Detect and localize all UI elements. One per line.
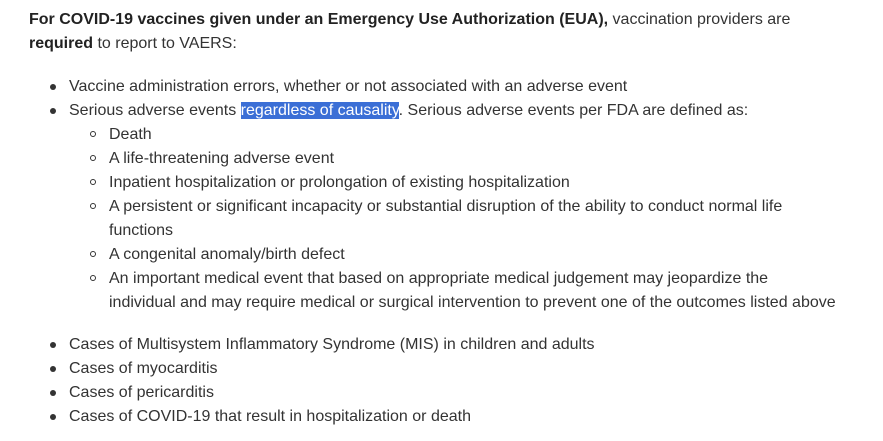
intro-bold-required: required	[29, 35, 94, 52]
intro-bold-lead: For COVID-19 vaccines given under an Emergency Use Authorization (EUA),	[29, 11, 609, 28]
sublist-item-text: Death	[109, 126, 152, 143]
sublist-item-hospitalization	[69, 171, 839, 195]
list-item-text: Cases of myocarditis	[69, 360, 218, 377]
list-item-text: Cases of COVID-19 that result in hospitalization or death	[69, 408, 471, 425]
circle-bullet-icon	[90, 179, 96, 185]
selected-text-highlight[interactable]: regardless of causality	[240, 102, 399, 119]
bullet-icon	[50, 366, 56, 372]
sublist-item-text: An important medical event that based on appropriate medical judgement may jeopardize the individual and may require medical or surgical intervention to prevent one of the outcomes listed above	[109, 270, 836, 311]
sublist-item-death	[69, 123, 839, 147]
list-item-myocarditis	[0, 357, 883, 381]
intro-paragraph	[29, 8, 849, 56]
list-item-covid-hospitalization	[0, 405, 883, 429]
bullet-icon	[50, 390, 56, 396]
intro-text-end: to report to VAERS:	[93, 35, 237, 52]
serious-events-definition-list	[69, 123, 883, 315]
sublist-item-medical-event	[69, 267, 839, 315]
intro-text-mid: vaccination providers are	[608, 11, 791, 28]
bullet-icon	[50, 414, 56, 420]
list-item-text: Vaccine administration errors, whether or not associated with an adverse event	[69, 78, 628, 95]
sublist-item-life-threatening	[69, 147, 839, 171]
sublist-item-text: A life-threatening adverse event	[109, 150, 335, 167]
bullet-icon	[50, 342, 56, 348]
list-item-serious-events	[0, 99, 883, 315]
bullet-icon	[50, 108, 56, 114]
circle-bullet-icon	[90, 275, 96, 281]
circle-bullet-icon	[90, 251, 96, 257]
list-item-text: Cases of Multisystem Inflammatory Syndrome (MIS) in children and adults	[69, 336, 595, 353]
circle-bullet-icon	[90, 131, 96, 137]
list-item-text-after: . Serious adverse events per FDA are defined as:	[398, 102, 749, 119]
additional-cases-list	[0, 333, 883, 429]
sublist-item-text: A persistent or significant incapacity or substantial disruption of the ability to conduct normal life functions	[109, 198, 783, 239]
sublist-item-birth-defect	[69, 243, 839, 267]
sublist-item-text: A congenital anomaly/birth defect	[109, 246, 345, 263]
sublist-item-incapacity	[69, 195, 839, 243]
reporting-requirements-list	[0, 75, 883, 315]
circle-bullet-icon	[90, 155, 96, 161]
sublist-item-text: Inpatient hospitalization or prolongation of existing hospitalization	[109, 174, 570, 191]
circle-bullet-icon	[90, 203, 96, 209]
list-item-mis	[0, 333, 883, 357]
list-item-text: Cases of pericarditis	[69, 384, 214, 401]
list-item-admin-errors	[0, 75, 883, 99]
bullet-icon	[50, 84, 56, 90]
list-item-pericarditis	[0, 381, 883, 405]
list-item-text-before: Serious adverse events	[69, 102, 241, 119]
